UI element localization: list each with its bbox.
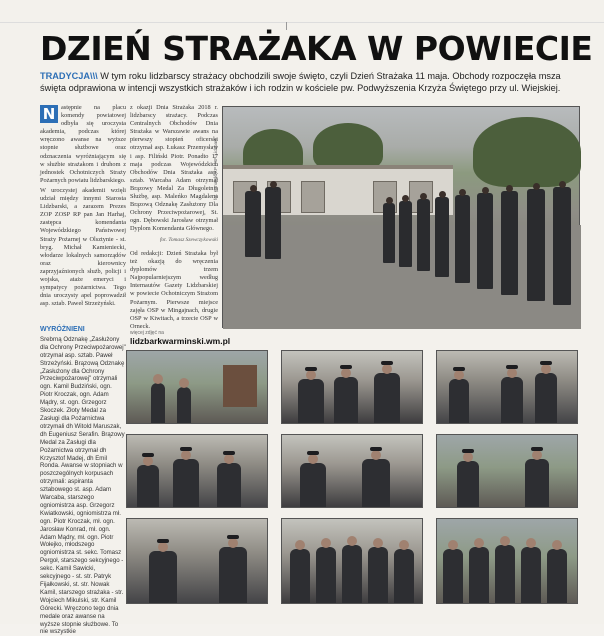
cap-shape bbox=[506, 365, 518, 369]
gallery-photo-8[interactable] bbox=[281, 518, 423, 604]
firefighter-figure bbox=[417, 199, 430, 271]
gallery-photo-4[interactable] bbox=[126, 434, 268, 508]
person-figure bbox=[495, 545, 515, 603]
tree-shape bbox=[473, 117, 581, 187]
cap-shape bbox=[305, 367, 317, 371]
firefighter-figure bbox=[435, 197, 449, 277]
gallery-photo-9[interactable] bbox=[436, 518, 578, 604]
garage-door bbox=[301, 181, 325, 213]
cap-shape bbox=[381, 361, 393, 365]
person-figure bbox=[300, 463, 326, 507]
person-figure bbox=[535, 373, 557, 423]
website-reference bbox=[130, 330, 250, 346]
lead-separator: \\\ bbox=[90, 71, 98, 81]
article-column-2 bbox=[130, 104, 218, 244]
photo-caption: fot. Tomasz Szewczykowski bbox=[159, 236, 218, 243]
person-figure bbox=[177, 387, 191, 423]
person-figure bbox=[443, 549, 463, 603]
person-figure bbox=[137, 465, 159, 507]
firefighter-figure bbox=[455, 195, 470, 283]
gallery-photo-1[interactable] bbox=[126, 350, 268, 424]
gallery-photo-3[interactable] bbox=[436, 350, 578, 424]
awards-subheading: WYRÓŻNIENI bbox=[40, 326, 85, 333]
firefighter-figure bbox=[553, 187, 571, 305]
cap-shape bbox=[540, 361, 552, 365]
drop-cap: N bbox=[40, 105, 58, 123]
gallery-photo-2[interactable] bbox=[281, 350, 423, 424]
honor-board bbox=[223, 365, 257, 407]
person-figure bbox=[298, 379, 324, 423]
gallery-photo-6[interactable] bbox=[436, 434, 578, 508]
person-figure bbox=[525, 459, 549, 507]
person-figure bbox=[521, 547, 541, 603]
gallery-photo-7[interactable] bbox=[126, 518, 268, 604]
person-figure bbox=[457, 461, 479, 507]
person-figure bbox=[547, 549, 567, 603]
article-lead bbox=[40, 71, 580, 94]
person-figure bbox=[374, 373, 400, 423]
person-figure bbox=[219, 547, 247, 603]
person-figure bbox=[334, 377, 358, 423]
firefighter-figure bbox=[501, 191, 518, 295]
firefighter-figure bbox=[527, 189, 545, 301]
photo-credit-vertical: fot. Kanarski/KP PSP Lidzbark bbox=[213, 138, 218, 200]
person-figure bbox=[469, 547, 489, 603]
person-figure bbox=[362, 459, 390, 507]
page-fold-line bbox=[0, 22, 604, 23]
article-headline: DZIEŃ STRAŻAKA W POWIECIE bbox=[40, 29, 593, 68]
column-1-paragraph-2: W uroczystej akademii wzięli udział między innymi Starosta Lidzbarski, a zarazem Prezes ZOP ZOSP RP pan Jan Harhaj, zastępca komendanta Wojewódzkiego Państwowej Straży Pożarnej w Olsztynie - st. bryg. Michał Kamieniecki, włodarze lokalnych samorządów oraz kierownicy zaprzyjaźnionych służb, policji i wojska, ataże emeryci i sympatycy pożarnictwa. Tego dnia uroczysty apel poprowadził asp. sztab. Paweł Strzeżyński. bbox=[40, 186, 126, 308]
main-ceremony-photo bbox=[222, 106, 580, 328]
article-column-3 bbox=[130, 250, 218, 333]
person-figure bbox=[149, 551, 177, 603]
editorial-note: Od redakcji: Dzień Strażaka był też okazją do wręczenia dyplomów trzem Najpopularniejszym według Internautów Gazety Lidzbarskiej w powiecie Ochotniczym Strażom Pożarnym. Pierwsze miejsce zajęła OSP w Mingajnach, drugie OSP w Kiwitach, a trzecie OSP w Orneck. bbox=[130, 250, 218, 330]
awards-list bbox=[40, 322, 126, 636]
firefighter-figure bbox=[477, 193, 493, 289]
lead-text: W tym roku lidzbarscy strażacy obchodzili swoje święto, czyli Dzień Strażaka 11 maja. Obchody rozpoczęła msza święta odprawiona w intencji wszystkich strażaków i ich rodzin w kościele pw. Podwyższenia Krzyża Świętego przy ul. Wiejskiej. bbox=[40, 71, 561, 93]
cap-shape bbox=[223, 451, 235, 455]
cap-shape bbox=[307, 451, 319, 455]
gallery-photo-5[interactable] bbox=[281, 434, 423, 508]
person-figure bbox=[217, 463, 241, 507]
column-1-paragraph-1: astępnie na placu komendy powiatowej odbyła się uroczysta akademia, podczas której wręczono awanse na wyższe stopnie służbowe oraz odznaczenia wyróżniającym się w służbie strażakom i druhom z jednostek Ochotniczych Straży Pożarnych powiatu lidzbarskiego. bbox=[40, 104, 126, 184]
lead-tag: TRADYCJA bbox=[40, 71, 91, 81]
person-figure bbox=[316, 547, 336, 603]
person-figure bbox=[368, 547, 388, 603]
person-figure bbox=[151, 383, 165, 423]
person-figure bbox=[449, 379, 469, 423]
awards-text: Srebrną Odznakę „Zasłużony dla Ochrony Przeciwpożarowej" otrzymał asp. sztab. Paweł Strzeżyński. Brązową Odznakę „Zasłużony dla Ochrony Przeciwpożarowej" otrzymali ogn. Kamil Budziński, ogn. Piotr Kroczak, ogn. Adam Mądry, st. ogn. Grzegorz Skoczek. Złoty Medal za Zasługi dla Pożarnictwa otrzymali dh Witold Maruszak, dh Eugeniusz Serafin. Brązowy Medal za Zasługi dla Pożarnictwa otrzymał dh Krzysztof Madej, dh Emil Ronda. Awanse w stopniach w poszczególnych korpusach otrzymali: aspiranta sztabowego st. asp. Adam Warcaba, starszego ogniomistrza asp. Grzegorz Kwiatkowski, ogniomistrza mł. ogn. Piotr Kroczak, mł. ogn. Jarosław Konrad, mł. ogn. Adam Mądry, mł. ogn. Piotr Wołejko, młodszego ogniomistrza st. sekc. Tomasz Pergoł, starszego sekcyjnego - sekc. Kamil Sawicki, sekcyjnego - st. str. Patryk Fijałkowski, st. str. Nowak Kamil, starszego strażaka - str. Wojciech Mikulski, str. Kamil Górecki. Wręczono tego dnia medale oraz awanse na wyższe stopnie służbowe. To nie wszystkie bbox=[40, 335, 126, 636]
column-2-text: z okazji Dnia Strażaka 2018 r. lidzbarscy strażacy. Podczas Centralnych Obchodów Dnia Strażaka w Warszawie awans na pierwszy stopień oficerski otrzymał asp. Łukasz Przemysław i asp. Filiński Piotr. Ponadto 17 maja podczas Wojewódzkich Obchodów Dnia Strażaka asp. sztab. Warcaba Adam otrzymał Brązowy Medal Za Długoletnią Służbę, asp. Maleńko Magdalena Brązową Odznakę Zasłużony Dla Ochrony Przeciwpożarowej, St. ogn. Dębowski Jarosław otrzymał Dyplom Komendanta Głównego. bbox=[130, 104, 218, 233]
cap-shape bbox=[157, 539, 169, 543]
person-figure bbox=[501, 377, 523, 423]
person-figure bbox=[173, 459, 199, 507]
cap-shape bbox=[142, 453, 154, 457]
firefighter-figure bbox=[399, 201, 412, 267]
cap-shape bbox=[453, 367, 465, 371]
cap-shape bbox=[531, 447, 543, 451]
website-url[interactable]: lidzbarkwarminski.wm.pl bbox=[130, 336, 231, 346]
officer-figure bbox=[265, 187, 281, 259]
firefighter-figure bbox=[383, 203, 395, 263]
cap-shape bbox=[227, 535, 239, 539]
website-label: więcej zdjęć na bbox=[130, 330, 164, 336]
person-figure bbox=[394, 549, 414, 603]
cap-shape bbox=[340, 365, 352, 369]
person-figure bbox=[342, 545, 362, 603]
article-column-1 bbox=[40, 104, 126, 310]
officer-figure bbox=[245, 191, 261, 257]
cap-shape bbox=[180, 447, 192, 451]
cap-shape bbox=[370, 447, 382, 451]
tree-shape bbox=[313, 123, 383, 171]
cap-shape bbox=[462, 449, 474, 453]
person-figure bbox=[290, 549, 310, 603]
